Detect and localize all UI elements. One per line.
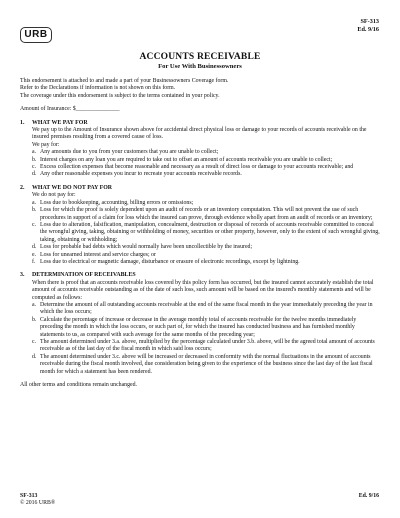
footer-form-number: SF-313 xyxy=(20,493,38,499)
section-heading xyxy=(20,120,380,127)
section-lead: We pay for: xyxy=(32,141,60,148)
section-title: WHAT WE PAY FOR xyxy=(32,119,88,126)
intro-line: This endorsement is attached to and made a part of your Businessowners Coverage form. xyxy=(20,78,229,84)
closing-statement: All other terms and conditions remain unchanged. xyxy=(20,382,138,389)
list-item: b. Loss for which the proof is solely dependent upon an audit of records or an inventory computation. This will not prevent the use of such procedures in support of a claim for loss which the insured can prove, through evidence wholly apart from an audit of records or an inventory; xyxy=(32,207,373,221)
list-item: a. Loss due to bookkeeping, accounting, billing errors or omissions; xyxy=(32,199,194,206)
list-item: c. Excess collection expenses that become reasonable and necessary as a result of direct loss or damage to your accounts receivable; and xyxy=(32,164,354,171)
edition-date: Ed. 9/16 xyxy=(357,26,379,33)
footer-edition: Ed. 9/16 xyxy=(358,493,379,499)
list-item: f. Loss due to electrical or magnetic damage, disturbance or erasure of electronic recordings, except by lightning. xyxy=(32,258,300,265)
intro-line: The coverage under this endorsement is subject to the terms contained in your policy. xyxy=(20,92,220,99)
list-item: b. Calculate the percentage of increase or decrease in the average monthly total of accounts receivable for the twelve months immediately preceding the month in which the loss occurs, or such part of, for which the insured has conducted business and has furnished monthly statements to us, as compared with such average for the same months of the preceding year; xyxy=(32,316,357,338)
list-item: c. The amount determined under 3.a. above, multiplied by the percentage calculated under 3.b. above, will be the agreed total amount of accounts receivable as of the last day of the fiscal month in which said loss occurs; xyxy=(32,339,375,353)
section-intro: When there is proof that an accounts receivable loss covered by this policy form has occurred, but the insured cannot accurately establish the total amount of accounts receivable outstanding as of the date of such loss, such amount will be based on the insured's monthly statements and will be computed as follows: xyxy=(32,279,374,301)
section-heading xyxy=(20,272,380,279)
list-item: e. Loss for unearned interest and service charges; or xyxy=(32,251,156,258)
intro-line: Refer to the Declarations if information is not shown on this form. xyxy=(20,85,176,92)
section-number: 2. xyxy=(20,184,25,191)
list-item: a. Any amounts due to you from your customers that you are unable to collect; xyxy=(32,149,219,156)
section-number: 3. xyxy=(20,272,25,279)
form-identifier xyxy=(357,18,379,34)
company-logo: URB xyxy=(20,27,52,43)
footer-copyright: © 2016 URB® xyxy=(20,500,56,506)
list-item: b. Interest charges on any loan you are required to take out to offset an amount of accounts receivable you are unable to collect; xyxy=(32,156,333,163)
footer-left xyxy=(20,493,55,507)
document-subtitle: For Use With Businessowners xyxy=(158,63,242,70)
section-lead: We do not pay for: xyxy=(32,192,76,199)
form-number: SF-313 xyxy=(360,18,379,25)
list-item: d. The amount determined under 3.c. above will be increased or decreased in conformity with the normal fluctuations in the amount of accounts receivable during the fiscal month involved, due consideration being given to the experience of the business since the last day of the last fiscal month for which a statement has been rendered. xyxy=(32,353,373,375)
section-number: 1. xyxy=(20,119,25,126)
section-title: DETERMINATION OF RECEIVABLES xyxy=(32,272,136,279)
list-item: d. Any other reasonable expenses you incur to recreate your accounts receivable records. xyxy=(32,171,242,178)
list-item: d. Loss for probable bad debts which would normally have been uncollectible by the insured; xyxy=(32,244,253,251)
list-item: a. Determine the amount of all outstanding accounts receivable at the end of the same fiscal month in the year immediately preceding the year in which the loss occurs; xyxy=(32,301,373,316)
amount-of-insurance: Amount of Insurance: $_______________ xyxy=(20,106,120,113)
document-body xyxy=(20,78,380,389)
list-item: c. Loss due to alteration, falsification, manipulation, concealment, destruction or disposal of records of accounts receivable committed to conceal the wrongful giving, taking, obtaining or withholding of money, securities or other property, however, only to the extent of such wrongful giving, taking, obtaining or withholding; xyxy=(32,221,380,243)
section-intro: We pay up to the Amount of Insurance shown above for accidental direct physical loss or damage to your records of accounts receivable on the insured premises resulting from a covered cause of loss. xyxy=(32,127,367,141)
document-title: ACCOUNTS RECEIVABLE xyxy=(139,52,261,62)
section-title: WHAT WE DO NOT PAY FOR xyxy=(32,184,113,191)
